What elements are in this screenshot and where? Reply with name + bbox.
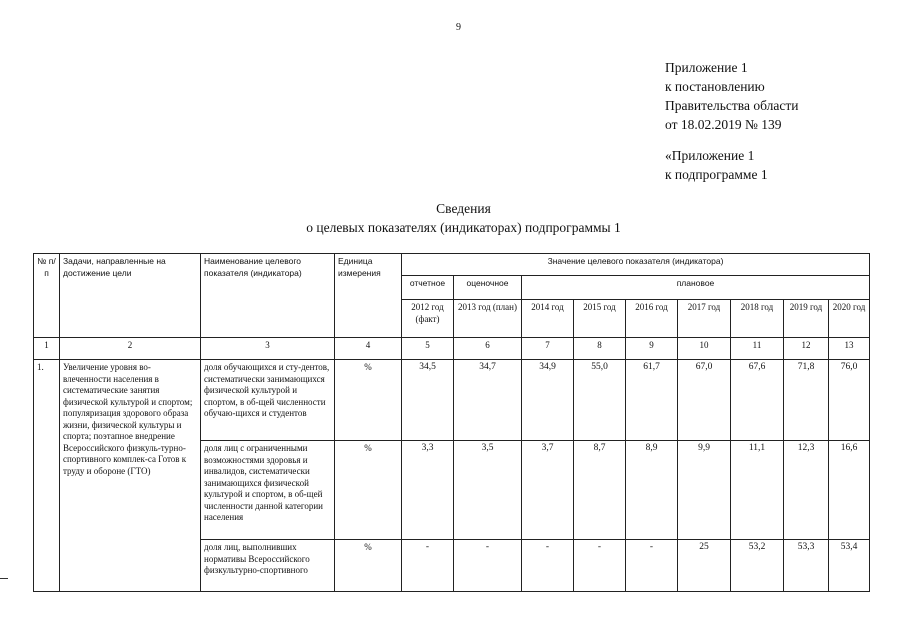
header-year: 2014 год xyxy=(522,300,574,338)
page-number: 9 xyxy=(456,22,461,33)
indicator-name: доля обучающихся и сту-дентов, систематически занимающихся физической культурой и спортом, в об-щей численности обучаю-щихся и студентов xyxy=(201,360,335,441)
header-planned: плановое xyxy=(522,276,870,300)
value-cell: 34,9 xyxy=(522,360,574,441)
value-cell: 3,7 xyxy=(522,441,574,540)
header-year: 2018 год xyxy=(731,300,784,338)
appendix-line: от 18.02.2019 № 139 xyxy=(665,117,782,132)
header-year: 2016 год xyxy=(626,300,678,338)
header-year: 2013 год (план) xyxy=(454,300,522,338)
appendix-block xyxy=(665,58,798,184)
header-estimated: оценочное xyxy=(454,276,522,300)
appendix-line: к постановлению xyxy=(665,79,765,94)
task-text: Увеличение уровня во-влеченности населения в систематические занятия физической культурой и спортом; популяризация здорового образа жизни, физической культуры и спорта; поэтапное внедрение Всероссийского физкуль-турно-спортивного комплек-са Готов к труду и обороне (ГТО) xyxy=(60,360,201,592)
col-number: 9 xyxy=(626,338,678,360)
title-line: о целевых показателях (индикаторах) подпрограммы 1 xyxy=(306,220,621,235)
value-cell: 3,5 xyxy=(454,441,522,540)
col-number: 5 xyxy=(402,338,454,360)
value-cell: 3,3 xyxy=(402,441,454,540)
value-cell: 76,0 xyxy=(829,360,870,441)
header-tasks: Задачи, направленные на достижение цели xyxy=(60,254,201,338)
header-year: 2015 год xyxy=(574,300,626,338)
value-cell: 9,9 xyxy=(678,441,731,540)
value-cell: - xyxy=(454,540,522,592)
value-cell: 53,3 xyxy=(784,540,829,592)
value-cell: 67,0 xyxy=(678,360,731,441)
col-number: 2 xyxy=(60,338,201,360)
value-cell: 55,0 xyxy=(574,360,626,441)
unit-cell: % xyxy=(335,441,402,540)
appendix-line: Приложение 1 xyxy=(665,60,748,75)
col-number: 12 xyxy=(784,338,829,360)
margin-mark xyxy=(0,578,8,579)
value-cell: 34,5 xyxy=(402,360,454,441)
value-cell: 11,1 xyxy=(731,441,784,540)
task-number: 1. xyxy=(34,360,60,592)
col-number: 11 xyxy=(731,338,784,360)
header-unit: Единица измерения xyxy=(335,254,402,338)
header-num: № п/п xyxy=(34,254,60,338)
value-cell: 67,6 xyxy=(731,360,784,441)
value-cell: - xyxy=(626,540,678,592)
indicator-name: доля лиц с ограниченными возможностями здоровья и инвалидов, систематически занимающихся физической культурой и спортом, в об-щей численности данной категории населения xyxy=(201,441,335,540)
col-number: 3 xyxy=(201,338,335,360)
header-reported: отчетное xyxy=(402,276,454,300)
appendix-line: к подпрограмме 1 xyxy=(665,167,768,182)
value-cell: 8,9 xyxy=(626,441,678,540)
value-cell: 8,7 xyxy=(574,441,626,540)
appendix-line: Правительства области xyxy=(665,98,799,113)
col-number: 4 xyxy=(335,338,402,360)
header-year: 2020 год xyxy=(829,300,870,338)
header-value: Значение целевого показателя (индикатора) xyxy=(402,254,870,276)
col-number: 8 xyxy=(574,338,626,360)
value-cell: 12,3 xyxy=(784,441,829,540)
table-row xyxy=(34,360,870,441)
header-year: 2012 год (факт) xyxy=(402,300,454,338)
value-cell: - xyxy=(522,540,574,592)
value-cell: 53,2 xyxy=(731,540,784,592)
title-line: Сведения xyxy=(436,201,491,216)
value-cell: - xyxy=(402,540,454,592)
document-title xyxy=(0,199,905,237)
value-cell: 71,8 xyxy=(784,360,829,441)
header-year: 2017 год xyxy=(678,300,731,338)
col-number: 13 xyxy=(829,338,870,360)
col-number: 10 xyxy=(678,338,731,360)
col-number: 1 xyxy=(34,338,60,360)
value-cell: 53,4 xyxy=(829,540,870,592)
unit-cell: % xyxy=(335,360,402,441)
value-cell: 25 xyxy=(678,540,731,592)
value-cell: - xyxy=(574,540,626,592)
value-cell: 16,6 xyxy=(829,441,870,540)
indicator-name: доля лиц, выполнивших нормативы Всероссийского физкультурно-спортивного xyxy=(201,540,335,592)
col-number: 7 xyxy=(522,338,574,360)
unit-cell: % xyxy=(335,540,402,592)
value-cell: 34,7 xyxy=(454,360,522,441)
appendix-line: «Приложение 1 xyxy=(665,148,755,163)
value-cell: 61,7 xyxy=(626,360,678,441)
header-year: 2019 год xyxy=(784,300,829,338)
header-indicator: Наименование целевого показателя (индикатора) xyxy=(201,254,335,338)
indicators-table xyxy=(33,253,870,592)
col-number: 6 xyxy=(454,338,522,360)
